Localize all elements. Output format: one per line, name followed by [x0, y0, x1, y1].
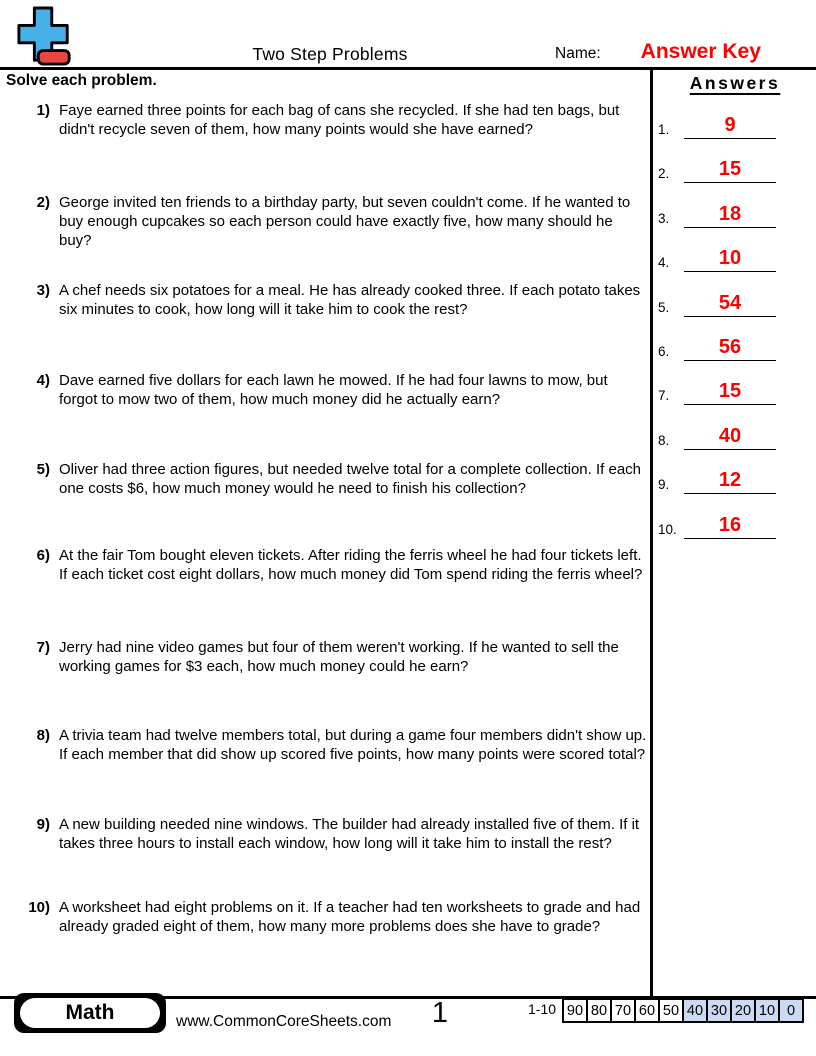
answer-value: 40: [718, 425, 742, 447]
answer-number: 2.: [658, 166, 670, 181]
problem-number: 10): [28, 899, 50, 916]
problem-text: A chef needs six potatoes for a meal. He has already cooked three. If each potato takes six minutes to cook, how long will it take him to cook the rest?: [59, 282, 641, 318]
answer-value: 15: [718, 158, 742, 180]
answer-value: 12: [718, 469, 742, 491]
answer-number: 6.: [658, 344, 670, 359]
score-table: [562, 998, 804, 1023]
score-cell-1: 80: [586, 998, 612, 1023]
score-range-label: 1-10: [528, 1001, 557, 1017]
score-cell-0: 90: [562, 998, 588, 1023]
problem-number: 6): [36, 547, 50, 564]
problem-text: Dave earned five dollars for each lawn he mowed. If he had four lawns to mow, but forgot to mow two of them, how much money did he actually earn?: [59, 372, 608, 408]
answer-row-2: [656, 153, 780, 183]
answer-value: 15: [718, 380, 742, 402]
answer-blank-line: [684, 420, 776, 450]
problem-7: [10, 638, 648, 676]
score-cell-3: 60: [634, 998, 660, 1023]
answer-value: 56: [718, 336, 742, 358]
page-number: 1: [431, 997, 449, 1029]
problem-text: A trivia team had twelve members total, but during a game four members didn't show up. If each member that did show up scored five points, how many points were scored total?: [59, 727, 647, 763]
problem-number: 3): [36, 282, 50, 299]
answer-number: 10.: [658, 522, 677, 537]
page-title: Two Step Problems: [252, 44, 408, 64]
problem-8: [10, 726, 648, 764]
answer-value: 10: [718, 247, 742, 269]
answer-row-3: [656, 198, 780, 228]
answer-blank-line: [684, 464, 776, 494]
answer-number: 1.: [658, 122, 670, 137]
problem-2: [10, 193, 648, 250]
score-cell-4: 50: [658, 998, 684, 1023]
answer-number: 7.: [658, 388, 670, 403]
name-label: Name:: [555, 45, 601, 62]
score-cell-9: 0: [778, 998, 804, 1023]
answers-column-divider: [650, 70, 653, 997]
answer-row-8: [656, 420, 780, 450]
score-cell-5: 40: [682, 998, 708, 1023]
problem-text: Faye earned three points for each bag of cans she recycled. If she had ten bags, but didn't recycle seven of them, how many points would she have earned?: [59, 102, 620, 138]
problem-text: A worksheet had eight problems on it. If a teacher had ten worksheets to grade and had already graded eight of them, how many more problems does she have to grade?: [59, 899, 641, 935]
problem-number: 7): [36, 639, 50, 656]
subject-badge-label: Math: [65, 1001, 115, 1024]
problem-5: [10, 460, 648, 498]
answer-number: 4.: [658, 255, 670, 270]
answer-blank-line: [684, 109, 776, 139]
answers-title: Answers: [689, 73, 781, 93]
answer-blank-line: [684, 509, 776, 539]
answer-number: 8.: [658, 433, 670, 448]
answer-row-10: [656, 509, 780, 539]
score-cell-2: 70: [610, 998, 636, 1023]
subject-badge-pill: [20, 998, 160, 1028]
answer-row-1: [656, 109, 780, 139]
answer-number: 3.: [658, 211, 670, 226]
answer-blank-line: [684, 153, 776, 183]
score-cell-7: 20: [730, 998, 756, 1023]
problem-text: George invited ten friends to a birthday party, but seven couldn't come. If he wanted to buy enough cupcakes so each person could have exactly five, how many should he buy?: [59, 194, 631, 249]
problem-text: A new building needed nine windows. The builder had already installed five of them. If it takes three hours to install each window, how long will it take him to install the rest?: [59, 816, 640, 852]
problem-number: 5): [36, 461, 50, 478]
problem-number: 8): [36, 727, 50, 744]
answer-blank-line: [684, 331, 776, 361]
instructions: Solve each problem.: [6, 72, 157, 89]
answer-number: 5.: [658, 300, 670, 315]
score-cell-6: 30: [706, 998, 732, 1023]
name-value-answer-key: Answer Key: [640, 40, 761, 63]
answer-number: 9.: [658, 477, 670, 492]
answer-row-7: [656, 375, 780, 405]
problem-text: Oliver had three action figures, but needed twelve total for a complete collection. If each one costs $6, how much money would he need to finish his collection?: [59, 461, 641, 497]
answer-row-5: [656, 287, 780, 317]
answer-value: 9: [724, 114, 736, 136]
answer-row-4: [656, 242, 780, 272]
problem-10: [10, 898, 648, 936]
answer-value: 16: [718, 514, 742, 536]
name-row: [555, 40, 761, 64]
problem-text: At the fair Tom bought eleven tickets. After riding the ferris wheel he had four tickets left. If each ticket cost eight dollars, how much money did Tom spend riding the ferris wheel?: [59, 547, 643, 583]
answer-row-6: [656, 331, 780, 361]
problem-3: [10, 281, 648, 319]
problem-4: [10, 371, 648, 409]
answer-blank-line: [684, 287, 776, 317]
answer-row-9: [656, 464, 780, 494]
problem-6: [10, 546, 648, 584]
website-url: www.CommonCoreSheets.com: [176, 1013, 392, 1030]
problem-text: Jerry had nine video games but four of them weren't working. If he wanted to sell the working games for $3 each, how much money could he earn?: [59, 639, 619, 675]
problem-number: 4): [36, 372, 50, 389]
problem-1: [10, 101, 648, 139]
answer-blank-line: [684, 242, 776, 272]
answer-blank-line: [684, 198, 776, 228]
problem-number: 2): [36, 194, 50, 211]
header-divider: [0, 67, 816, 70]
subject-badge: [14, 993, 166, 1033]
problem-number: 1): [36, 102, 50, 119]
problem-number: 9): [36, 816, 50, 833]
score-cell-8: 10: [754, 998, 780, 1023]
problem-9: [10, 815, 648, 853]
answer-value: 18: [718, 203, 742, 225]
answer-value: 54: [718, 292, 742, 314]
answer-blank-line: [684, 375, 776, 405]
